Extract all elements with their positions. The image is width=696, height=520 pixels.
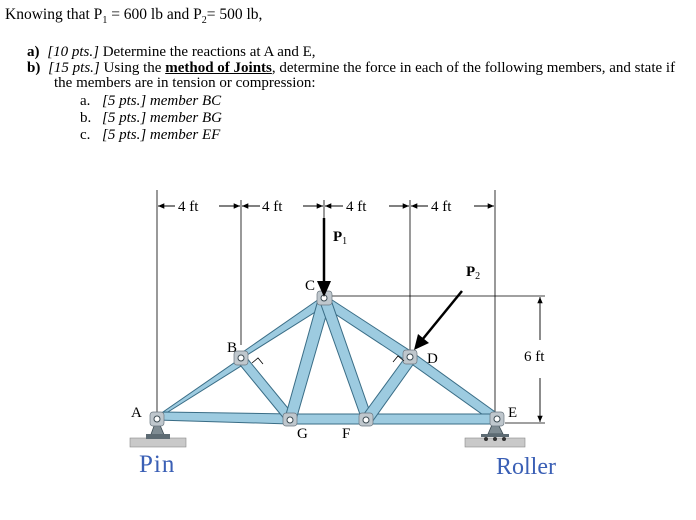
joint-label-B: B (227, 340, 238, 356)
item-c-marker: c. (80, 127, 91, 143)
member-AG (157, 412, 292, 424)
intro-prefix: Knowing that P (5, 6, 103, 23)
part-b-text-after: , determine the force in each of the following members, and state if (271, 60, 676, 76)
truss-members (152, 296, 498, 424)
joint-label-C: C (305, 278, 316, 294)
ground-left (130, 438, 186, 447)
member-DF (361, 355, 417, 422)
load-p2 (414, 291, 462, 350)
joint-label-F: F (342, 426, 351, 442)
member-FE (363, 414, 498, 424)
part-a-text: Determine the reactions at A and E, (98, 44, 316, 60)
part-b-line2: the members are in tension or compression: (54, 75, 316, 91)
joint-label-D: D (427, 351, 438, 367)
part-b-label: b) (27, 60, 41, 76)
dim-label-4: 4 ft (431, 199, 452, 215)
right-angle-marks (252, 356, 404, 364)
part-a-label: a) (27, 44, 40, 60)
joint-label-A: A (131, 405, 142, 421)
item-a-marker: a. (80, 93, 91, 109)
item-b-marker: b. (80, 110, 92, 126)
part-b-text-before: Using the (99, 60, 166, 76)
dimension-labels (178, 199, 452, 215)
dim-label-3: 4 ft (346, 199, 367, 215)
pin-annotation: Pin (139, 451, 176, 478)
joint-label-G: G (297, 426, 308, 442)
dim-label-1: 4 ft (178, 199, 199, 215)
roller-annotation: Roller (496, 454, 556, 480)
part-b-points: [15 pts.] (48, 60, 100, 76)
dim-label-2: 4 ft (262, 199, 283, 215)
p2-label: $P_2$ (466, 264, 481, 282)
joint-label-E: E (508, 405, 518, 421)
item-a-text: [5 pts.] member BC (102, 93, 222, 109)
intro-mid: = 600 lb and P (107, 6, 202, 23)
part-b-emphasis: method of Joints (165, 60, 272, 76)
p1-label: $P_1$ (333, 229, 348, 247)
part-a-points: [10 pts.] (47, 44, 99, 60)
intro-sub2: 2 (201, 15, 207, 27)
item-b-text: [5 pts.] member BG (102, 110, 222, 126)
intro-suffix: = 500 lb, (206, 6, 263, 23)
item-c-text: [5 pts.] member EF (102, 127, 221, 143)
member-DE (406, 352, 498, 422)
load-p1 (317, 218, 331, 297)
member-GF (288, 414, 365, 424)
intro-sub1: 1 (102, 15, 108, 27)
height-dim-label: 6 ft (524, 349, 545, 365)
